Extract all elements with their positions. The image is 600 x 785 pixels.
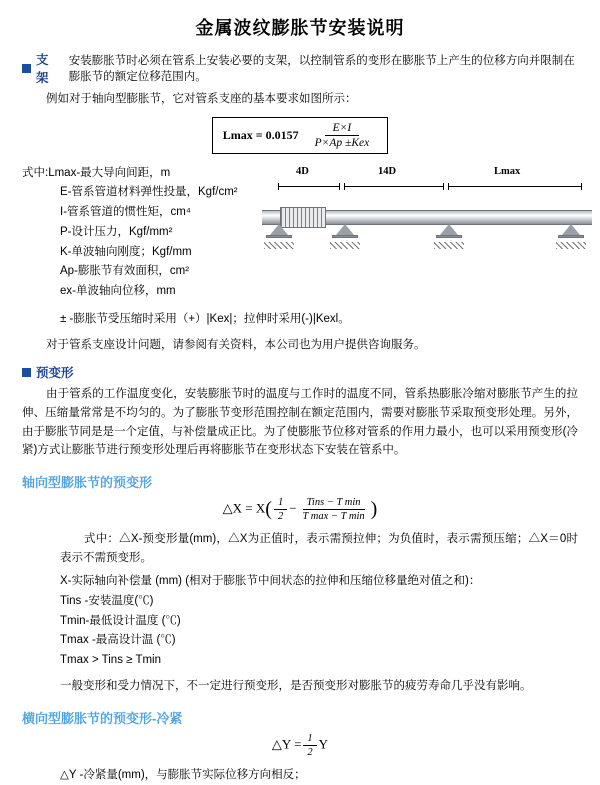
dimension-line-lmax <box>448 186 582 187</box>
support-ground-hatch <box>264 242 294 249</box>
axial-formula-lhs: △X = X <box>222 500 266 516</box>
document-page <box>0 14 600 781</box>
legend-item: Tins -安装温度(℃) <box>60 594 154 607</box>
legend-item: 式中:Lmax-最大导向间距，m <box>22 166 171 179</box>
lateral-formula <box>22 733 578 758</box>
support-base <box>266 235 292 238</box>
subheading-lateral: 横向型膨胀节的预变形-冷紧 <box>22 710 183 726</box>
legend-item: ex-单波轴向位移，mm <box>60 285 176 298</box>
lmax-formula-lhs: Lmax = 0.0157 <box>222 127 299 142</box>
support-figure <box>262 166 578 274</box>
legend-item: P-设计压力，Kgf/mm² <box>60 225 173 238</box>
dimension-line-14d <box>344 186 444 187</box>
legend-item: Tmin-最低设计温度 (℃) <box>60 614 181 627</box>
lateral-legend-list <box>22 766 578 785</box>
lateral-formula-half-numerator: 1 <box>303 733 316 746</box>
document-body <box>0 50 600 785</box>
support-paragraph-3: 对于管系支座设计问题，请参阅有关资料，本公司也为用户提供咨询服务。 <box>46 338 426 351</box>
lateral-formula-rhs: Y <box>318 736 329 752</box>
legend-item: Ap-膨胀节有效面积，cm² <box>60 265 190 278</box>
support-base <box>332 235 358 238</box>
axial-formula-half-numerator: 1 <box>274 497 287 510</box>
lmax-formula-fraction <box>307 122 378 149</box>
legend-item: △Y -冷紧量(mm)，与膨胀节实际位移方向相反； <box>60 768 306 781</box>
support-base <box>558 235 584 238</box>
support-legend-list <box>22 164 262 302</box>
section-heading-support <box>22 50 578 86</box>
predeform-paragraph-1: 由于管系的工作温度变化，安装膨胀节时的温度与工作时的温度不同，管系热膨胀冷缩对膨胀节产生的拉伸、压缩量常常是不均匀的。为了膨胀节变形范围控制在额定范围内，需要对膨胀节采取预变形处理。另外，由于膨胀节同是是一个定值，与补偿量成正比。为了使膨胀节位移对管系的作用力最小，也可以采用预变形(冷紧)方式让膨胀节进行预变形处理后再将膨胀节在变形状态下安装在管系中。 <box>22 388 578 457</box>
axial-legend-intro: 式中：△X-预变形量(mm)，△X为正值时，表示需预拉伸；为负值时，表示需预压缩；△X＝0时表示不需预变形。 <box>60 532 578 564</box>
pipe-support <box>436 224 462 240</box>
axial-legend-list <box>22 572 578 671</box>
section-heading-support-label: 支架 <box>36 53 49 85</box>
support-base <box>436 235 462 238</box>
legend-item: X-实际轴向补偿量 (mm) (相对于膨胀节中间状态的拉伸和压缩位移量绝对值之和)： <box>60 575 481 588</box>
bullet-square-icon <box>22 368 31 377</box>
axial-formula-minus: − <box>289 500 297 516</box>
axial-formula-temp-numerator: Tins − T min <box>303 497 365 510</box>
axial-formula-half-denominator: 2 <box>277 510 284 522</box>
axial-formula <box>22 497 578 522</box>
axial-formula-close-paren: ) <box>370 497 378 520</box>
lmax-formula-denominator: P×Ap ±Kex <box>314 136 370 149</box>
pipe-support <box>558 224 584 240</box>
support-legend-note <box>22 310 578 330</box>
figure-label-4d: 4D <box>296 165 309 177</box>
axial-formula-open-paren: ( <box>265 497 272 520</box>
section-heading-predeform-label: 预变形 <box>36 366 74 381</box>
pipe-support <box>266 224 292 240</box>
support-ground-hatch <box>330 242 360 249</box>
legend-item: E-管系管道材料弹性投量，Kgf/cm² <box>60 186 238 199</box>
pipe-assembly <box>262 206 592 228</box>
legend-item: Tmax > Tins ≥ Tmin <box>60 654 161 667</box>
legend-item: K-单波轴向刚度；Kgf/mm <box>60 245 192 258</box>
bullet-square-icon <box>22 64 31 73</box>
axial-formula-half <box>274 497 287 522</box>
axial-note: 一般变形和受力情况下，不一定进行预变形，是否预变形对膨胀节的疲劳寿命几乎没有影响。 <box>60 679 532 692</box>
support-ground-hatch <box>434 242 464 249</box>
support-triangle-icon <box>562 224 580 235</box>
lmax-formula-numerator: E×I <box>325 122 360 136</box>
figure-label-14d: 14D <box>378 165 397 177</box>
legend-item: I-管系管道的惯性矩，cm⁴ <box>60 206 191 219</box>
support-triangle-icon <box>270 224 288 235</box>
section-heading-predeform <box>22 363 578 381</box>
page-title: 金属波纹膨胀节安装说明 <box>195 18 405 38</box>
legend-item: ± -膨胀节受压缩时采用（+）|Kex|；拉伸时采用(-)|Kexl。 <box>60 312 350 325</box>
subheading-axial: 轴向型膨胀节的预变形 <box>22 474 153 490</box>
lateral-formula-lhs: △Y = <box>271 736 302 752</box>
figure-label-lmax: Lmax <box>494 165 521 177</box>
legend-item: Tmax -最高设计温 (℃) <box>60 634 176 647</box>
lmax-formula <box>212 117 388 154</box>
support-triangle-icon <box>336 224 354 235</box>
dimension-line-4d <box>278 186 340 187</box>
figure-labels <box>262 166 578 182</box>
pipe-support <box>332 224 358 240</box>
lateral-formula-half <box>303 733 316 758</box>
support-paragraph-2: 例如对于轴向型膨胀节，它对管系支座的基本要求如图所示： <box>46 93 357 105</box>
support-paragraph-1: 安装膨胀节时必须在管系上安装必要的支架，以控制管系的变形在膨胀节上产生的位移方向并限制在膨胀节的额定位移范围内。 <box>68 55 575 83</box>
support-triangle-icon <box>440 224 458 235</box>
support-ground-hatch <box>556 242 586 249</box>
axial-formula-temp-denominator: T max − T min <box>302 510 365 522</box>
axial-formula-temp-fraction <box>299 497 369 522</box>
lmax-formula-box <box>22 117 578 154</box>
lateral-formula-half-denominator: 2 <box>307 746 313 758</box>
